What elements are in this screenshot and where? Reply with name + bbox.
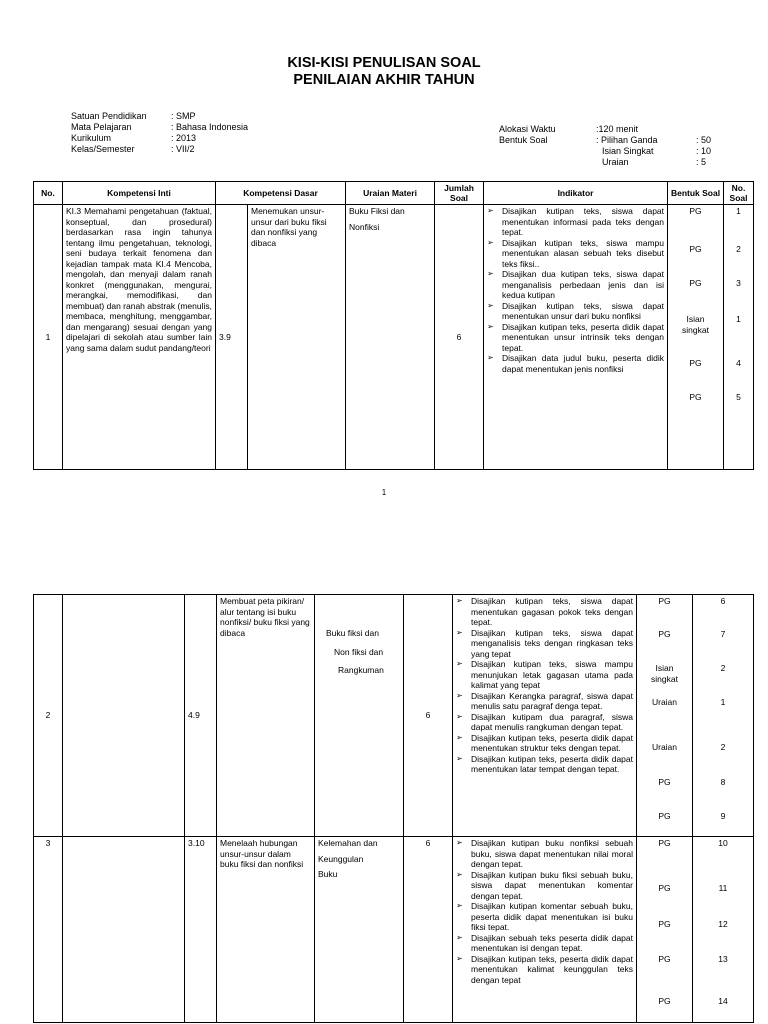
bentuk-value: PG	[689, 392, 702, 402]
indikator-item: ➢ Disajikan kutipan teks, siswa dapat menentukan gagasan pokok teks dengan tepat.	[456, 596, 633, 628]
bentuk-value: PG	[689, 358, 702, 368]
indikator-item: ➢ Disajikan Kerangka paragraf, siswa dapat menulis satu paragraf denga tepat.	[456, 691, 633, 712]
header-no-soal: No. Soal	[724, 182, 754, 205]
indikator-item: ➢ Disajikan data judul buku, peserta didik dapat menentukan jenis nonfiksi	[487, 353, 664, 374]
meta-count: : 5	[696, 157, 707, 167]
table-header-row	[34, 182, 754, 205]
document-title: KISI-KISI PENULISAN SOAL	[287, 55, 481, 71]
no-soal-value: 2	[736, 244, 741, 254]
header-bentuk-soal: Bentuk Soal	[668, 182, 724, 205]
jumlah-soal-cell: 6	[404, 595, 453, 837]
indikator-item: ➢ Disajikan kutipan teks, siswa mampu menentukan alasan sebuah teks disebut teks fiksi..	[487, 238, 664, 270]
no-soal-value: 8	[720, 777, 726, 787]
header-uraian-materi: Uraian Materi	[346, 182, 435, 205]
no-soal-value: 9	[720, 811, 726, 821]
table-row	[34, 837, 754, 1023]
meta-value: : Pilihan Ganda	[596, 135, 658, 145]
meta-value: : 2013	[171, 133, 197, 143]
kd-text: Membuat peta pikiran/ alur tentang isi buku nonfiksi/ buku fiksi yang dibaca	[217, 595, 315, 837]
no-soal-cell	[693, 595, 754, 837]
bentuk-value: PG	[658, 838, 671, 848]
document-subtitle: PENILAIAN AKHIR TAHUN	[293, 72, 475, 88]
no-soal-value: 3	[736, 278, 741, 288]
indikator-item: ➢ Disajikan kutipan buku fiksi sebuah buku, siswa dapat menentukan komentar dengan tepat.	[456, 870, 633, 902]
kompetensi-inti-cell	[63, 837, 185, 1023]
kisi-table-page1	[33, 181, 754, 470]
meta-count: : 50	[696, 135, 712, 145]
uraian-materi-cell	[315, 837, 404, 1023]
kd-number: 4.9	[185, 595, 217, 837]
indikator-cell	[453, 837, 637, 1023]
bentuk-value: Uraian	[651, 697, 678, 707]
no-soal-value: 1	[736, 206, 741, 216]
uraian-materi-cell	[315, 595, 404, 837]
bentuk-soal-cell	[637, 595, 693, 837]
header-kompetensi-dasar: Kompetensi Dasar	[216, 182, 346, 205]
kisi-table-page2	[33, 594, 754, 1023]
bentuk-value: Uraian	[651, 742, 678, 752]
indikator-item: ➢ Disajikan kutipan teks, siswa dapat menganalisis teks dengan ringkasan teks yang tepat	[456, 628, 633, 660]
row-number: 2	[34, 595, 63, 837]
bentuk-value: PG	[689, 244, 702, 254]
kd-number: 3.9	[216, 205, 248, 470]
no-soal-value: 14	[718, 996, 728, 1006]
no-soal-value: 2	[720, 663, 726, 673]
header-no: No.	[34, 182, 63, 205]
bentuk-value: PG	[658, 954, 671, 964]
meta-value: :120 menit	[596, 124, 639, 134]
no-soal-value: 13	[718, 954, 728, 964]
kompetensi-inti-cell	[63, 595, 185, 837]
uraian-line: Buku Fiksi dan	[349, 206, 405, 216]
meta-label: Satuan Pendidikan	[71, 111, 147, 121]
bentuk-value: PG	[689, 206, 702, 216]
header-indikator: Indikator	[484, 182, 668, 205]
indikator-item: ➢ Disajikan kutipam dua paragraf, siswa dapat menulis rangkuman dengan tepat.	[456, 712, 633, 733]
kd-text: Menelaah hubungan unsur-unsur dalam buku fiksi dan nonfiksi	[217, 837, 315, 1023]
indikator-item: ➢ Disajikan kutipan teks, peserta didik dapat menentukan unsur intrinsik teks dengan tepat.	[487, 322, 664, 354]
bentuk-value: PG	[658, 996, 671, 1006]
kompetensi-inti-cell: KI.3 Memahami pengetahuan (faktual, konseptual, dan prosedural) berdasarkan rasa ingin tahunya tentang ilmu pengetahuan, teknologi, seni budaya terkait fenomena dan kejadian tampak mata KI.4 Mencoba, mengolah, dan menyaji dalam ranah konkret (menggunakan, mengurai, merangkai, memodifikasi, dan membuat) dan ranah abstrak (menulis, membaca, menghitung, menggambar, dan mengarang) sesuai dengan yang dipelajari di sekolah atau sumber lain yang sama dalam sudut pandang/teori	[63, 205, 216, 470]
no-soal-cell	[693, 837, 754, 1023]
meta-label: Kurikulum	[71, 133, 112, 143]
bentuk-value: PG	[658, 777, 671, 787]
jumlah-soal-cell: 6	[404, 837, 453, 1023]
meta-label: Kelas/Semester	[71, 144, 135, 154]
no-soal-value: 4	[736, 358, 741, 368]
bentuk-value: PG	[658, 919, 671, 929]
uraian-line: Kelemahan dan	[318, 838, 378, 848]
row-number: 3	[34, 837, 63, 1023]
meta-label	[499, 146, 596, 157]
meta-value: Uraian	[602, 157, 629, 167]
indikator-cell	[484, 205, 668, 470]
no-soal-value: 5	[736, 392, 741, 402]
header-jumlah-soal: Jumlah Soal	[435, 182, 484, 205]
indikator-cell	[453, 595, 637, 837]
meta-value: : SMP	[171, 111, 196, 121]
meta-left	[71, 111, 248, 155]
indikator-item: ➢ Disajikan sebuah teks peserta didik dapat menentukan isi dengan tepat.	[456, 933, 633, 954]
table-row	[34, 205, 754, 470]
meta-value: Isian Singkat	[602, 146, 654, 156]
meta-count: : 10	[696, 146, 712, 156]
no-soal-value: 10	[718, 838, 728, 848]
bentuk-value: Isian singkat	[682, 314, 709, 335]
meta-count	[696, 124, 756, 135]
row-number: 1	[34, 205, 63, 470]
meta-value: : Bahasa Indonesia	[171, 122, 249, 132]
no-soal-value: 11	[718, 883, 728, 893]
meta-label	[499, 157, 596, 168]
indikator-item: ➢ Disajikan kutipan teks, peserta didik dapat menentukan latar tempat dengan tepat.	[456, 754, 633, 775]
meta-label: Alokasi Waktu	[499, 124, 556, 134]
indikator-item: ➢ Disajikan kutipan teks, peserta didik dapat menentukan kalimat keunggulan teks dengan tepat	[456, 954, 633, 986]
header-kompetensi-inti: Kompetensi Inti	[63, 182, 216, 205]
indikator-item: ➢ Disajikan kutipan teks, siswa dapat menentukan unsur dari buku nonfiksi	[487, 301, 664, 322]
meta-label: Mata Pelajaran	[71, 122, 132, 132]
no-soal-value: 7	[720, 629, 726, 639]
kd-text: Menemukan unsur-unsur dari buku fiksi dan nonfiksi yang dibaca	[248, 205, 346, 470]
bentuk-value: PG	[658, 811, 671, 821]
uraian-line: Non fiksi dan	[334, 646, 384, 657]
indikator-item: ➢ Disajikan dua kutipan teks, siswa dapat menganalisis perbedaan jenis dan isi kedua kutipan	[487, 269, 664, 301]
indikator-item: ➢ Disajikan kutipan teks, peserta didik dapat menentukan struktur teks dengan tepat.	[456, 733, 633, 754]
page-number: 1	[381, 488, 387, 497]
bentuk-soal-cell	[668, 205, 724, 470]
jumlah-soal-cell: 6	[435, 205, 484, 470]
bentuk-soal-cell	[637, 837, 693, 1023]
bentuk-value: PG	[689, 278, 702, 288]
meta-label: Bentuk Soal	[499, 135, 548, 145]
indikator-item: ➢ Disajikan kutipan teks, siswa dapat menentukan informasi pada teks dengan tepat.	[487, 206, 664, 238]
meta-right	[499, 124, 756, 168]
uraian-line: Buku fiksi dan	[326, 628, 379, 638]
no-soal-value: 2	[720, 742, 726, 752]
bentuk-value: PG	[658, 596, 671, 606]
indikator-item: ➢ Disajikan kutipan komentar sebuah buku, peserta didik dapat menentukan isi buku fiksi tepat.	[456, 901, 633, 933]
bentuk-value: Isian singkat	[651, 663, 678, 684]
uraian-materi-cell	[346, 205, 435, 470]
no-soal-cell	[724, 205, 754, 470]
uraian-line: Buku	[318, 869, 338, 879]
meta-value: : VII/2	[171, 144, 195, 154]
indikator-item: ➢ Disajikan kutipan buku nonfiksi sebuah buku, siswa dapat menentukan nilai moral dengan tepat.	[456, 838, 633, 870]
bentuk-value: PG	[658, 629, 671, 639]
uraian-line: Rangkuman	[338, 665, 384, 675]
no-soal-value: 1	[736, 314, 741, 324]
uraian-line: Nonfiksi	[349, 221, 380, 232]
bentuk-value: PG	[658, 883, 671, 893]
table-row	[34, 595, 754, 837]
indikator-item: ➢ Disajikan kutipan teks, siswa mampu menunjukan letak gagasan utama pada kalimat yang tepat	[456, 659, 633, 691]
uraian-line: Keunggulan	[318, 853, 364, 864]
kd-number: 3.10	[185, 837, 217, 1023]
no-soal-value: 6	[720, 596, 726, 606]
no-soal-value: 1	[720, 697, 726, 707]
no-soal-value: 12	[718, 919, 728, 929]
